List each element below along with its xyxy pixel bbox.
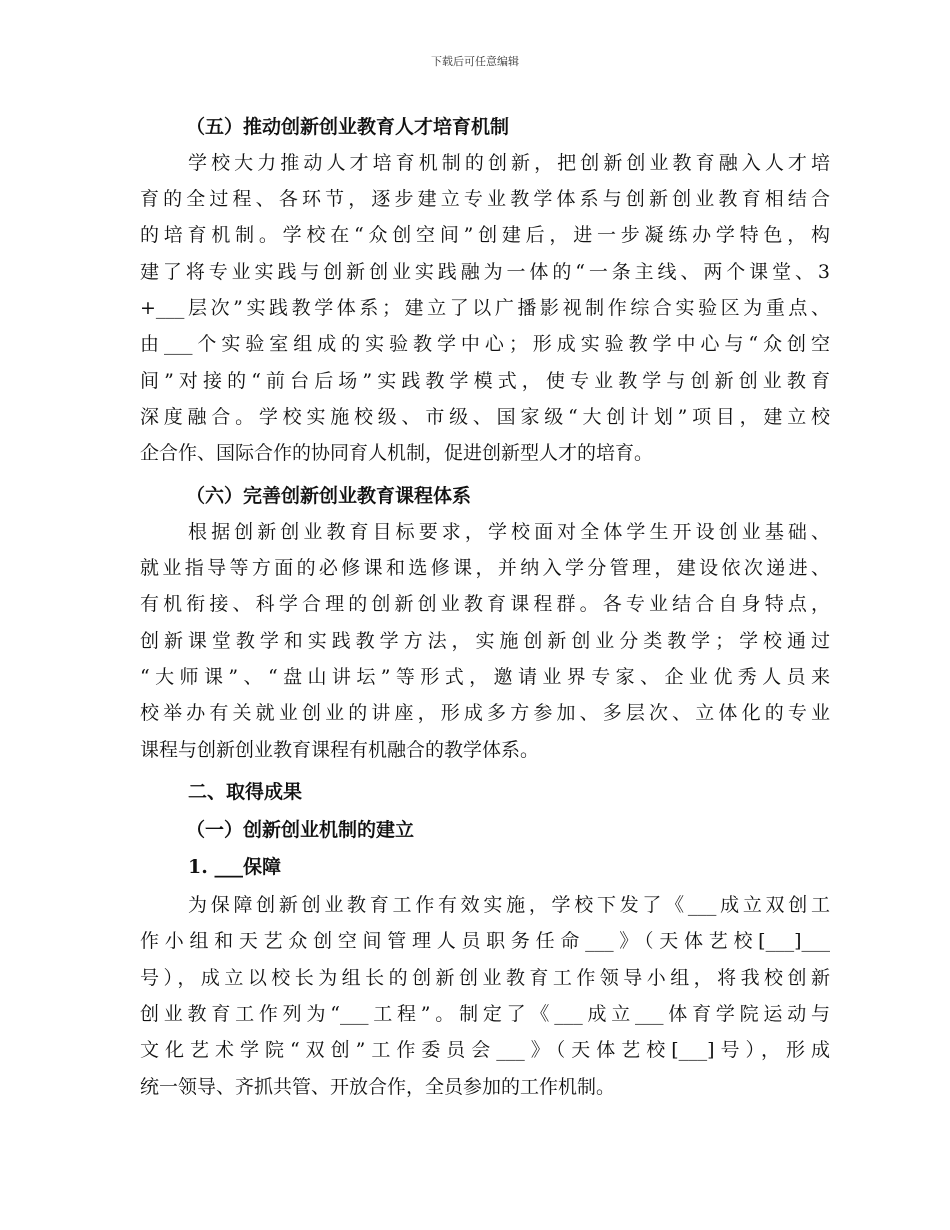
paragraph-line: 为保障创新创业教育工作有效实施，学校下发了《___成立双创工	[188, 894, 830, 916]
paragraph-line: 由___个实验室组成的实验教学中心；形成实验教学中心与“众创空	[140, 333, 830, 355]
paragraph-line: “大师课”、“盘山讲坛”等形式，邀请业界专家、企业优秀人员来	[140, 666, 830, 688]
paragraph-line: 有机衔接、科学合理的创新创业教育课程群。各专业结合自身特点，	[140, 593, 830, 615]
paragraph-line: 号），成立以校长为组长的创新创业教育工作领导小组，将我校创新	[140, 967, 830, 989]
paragraph-line: 创新课堂教学和实践教学方法，实施创新创业分类教学；学校通过	[140, 630, 830, 652]
section-heading: （六）完善创新创业教育课程体系	[186, 485, 472, 507]
paragraph-line: 间”对接的“前台后场”实践教学模式，使专业教学与创新创业教育	[140, 370, 830, 392]
paragraph-line: 学校大力推动人才培育机制的创新，把创新创业教育融入人才培	[188, 152, 830, 174]
subsection-heading: （一）创新创业机制的建立	[186, 819, 415, 841]
section-heading: （五）推动创新创业教育人才培育机制	[186, 116, 510, 138]
paragraph-line: 课程与创新创业教育课程有机融合的教学体系。	[140, 739, 540, 761]
paragraph-line: +___层次”实践教学体系；建立了以广播影视制作综合实验区为重点、	[140, 297, 830, 319]
paragraph-line: 统一领导、齐抓共管、开放合作，全员参加的工作机制。	[140, 1076, 616, 1098]
paragraph-line: 根据创新创业教育目标要求，学校面对全体学生开设创业基础、	[188, 521, 830, 543]
item-heading: 1. ___保障	[188, 856, 281, 878]
paragraph-line: 企合作、国际合作的协同育人机制，促进创新型人才的培育。	[140, 442, 654, 464]
paragraph-line: 深度融合。学校实施校级、市级、国家级“大创计划”项目，建立校	[140, 406, 830, 428]
part-heading: 二、取得成果	[188, 781, 303, 803]
paragraph-line: 文化艺术学院“双创”工作委员会___》（天体艺校[___]号），形成	[140, 1039, 830, 1061]
paragraph-line: 建了将专业实践与创新创业实践融为一体的“一条主线、两个课堂、3	[140, 261, 830, 283]
paragraph-line: 就业指导等方面的必修课和选修课，并纳入学分管理，建设依次递进、	[140, 557, 830, 579]
paragraph-line: 的培育机制。学校在“众创空间”创建后，进一步凝练办学特色，构	[140, 224, 830, 246]
paragraph-line: 创业教育工作列为“___工程”。制定了《___成立___体育学院运动与	[140, 1003, 830, 1025]
paragraph-line: 作小组和天艺众创空间管理人员职务任命___》（天体艺校[___]___	[140, 930, 830, 952]
page-header: 下载后可任意编辑	[431, 55, 519, 68]
paragraph-line: 育的全过程、各环节，逐步建立专业教学体系与创新创业教育相结合	[140, 188, 830, 210]
paragraph-line: 校举办有关就业创业的讲座，形成多方参加、多层次、立体化的专业	[140, 702, 830, 724]
